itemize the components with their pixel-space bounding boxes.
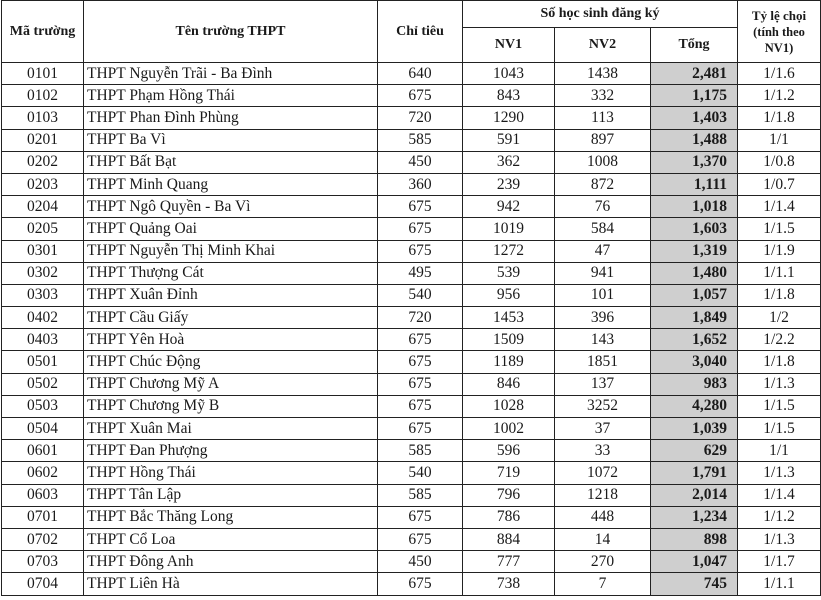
table-row (2, 262, 821, 284)
quota-value: 450 (378, 151, 463, 173)
quota-value: 585 (378, 129, 463, 151)
ratio-value: 1/1 (738, 129, 821, 151)
table-row (2, 218, 821, 240)
school-name: THPT Minh Quang (84, 173, 378, 195)
school-code: 0303 (2, 284, 84, 306)
school-code: 0603 (2, 484, 84, 506)
school-name: THPT Nguyễn Thị Minh Khai (84, 240, 378, 262)
school-name: THPT Liên Hà (84, 573, 378, 595)
table-row (2, 418, 821, 440)
nv2-value: 584 (555, 218, 651, 240)
table-row (2, 129, 821, 151)
total-value: 3,040 (651, 351, 738, 373)
total-value: 1,111 (651, 173, 738, 195)
nv1-value: 1028 (463, 395, 555, 417)
nv1-value: 846 (463, 373, 555, 395)
quota-value: 720 (378, 307, 463, 329)
nv2-value: 7 (555, 573, 651, 595)
quota-value: 495 (378, 262, 463, 284)
nv1-value: 1189 (463, 351, 555, 373)
school-code: 0503 (2, 395, 84, 417)
nv2-value: 396 (555, 307, 651, 329)
school-code: 0402 (2, 307, 84, 329)
total-value: 1,018 (651, 196, 738, 218)
ratio-value: 1/1.1 (738, 262, 821, 284)
quota-value: 675 (378, 573, 463, 595)
school-name: THPT Chúc Động (84, 351, 378, 373)
nv2-value: 37 (555, 418, 651, 440)
nv2-value: 3252 (555, 395, 651, 417)
col-header-code: Mã trường (2, 1, 84, 63)
ratio-value: 1/1 (738, 440, 821, 462)
table-row (2, 173, 821, 195)
nv1-value: 777 (463, 551, 555, 573)
ratio-value: 1/1.3 (738, 528, 821, 550)
nv2-value: 1218 (555, 484, 651, 506)
school-name: THPT Thượng Cát (84, 262, 378, 284)
ratio-value: 1/1.6 (738, 63, 821, 85)
nv2-value: 332 (555, 85, 651, 107)
school-name: THPT Hồng Thái (84, 462, 378, 484)
total-value: 4,280 (651, 395, 738, 417)
school-code: 0501 (2, 351, 84, 373)
table-row (2, 462, 821, 484)
nv2-value: 897 (555, 129, 651, 151)
table-row (2, 506, 821, 528)
nv1-value: 539 (463, 262, 555, 284)
table-row (2, 63, 821, 85)
school-name: THPT Bắc Thăng Long (84, 506, 378, 528)
nv2-value: 143 (555, 329, 651, 351)
nv1-value: 942 (463, 196, 555, 218)
table-row (2, 440, 821, 462)
school-code: 0504 (2, 418, 84, 440)
total-value: 629 (651, 440, 738, 462)
ratio-header-note: (tính theo NV1) (753, 24, 805, 55)
table-row (2, 240, 821, 262)
nv2-value: 101 (555, 284, 651, 306)
school-code: 0601 (2, 440, 84, 462)
school-code: 0205 (2, 218, 84, 240)
ratio-value: 1/1.2 (738, 506, 821, 528)
nv1-value: 786 (463, 506, 555, 528)
ratio-value: 1/2 (738, 307, 821, 329)
table-row (2, 573, 821, 595)
nv2-value: 76 (555, 196, 651, 218)
school-name: THPT Ba Vì (84, 129, 378, 151)
total-value: 1,039 (651, 418, 738, 440)
col-header-quota: Chỉ tiêu (378, 1, 463, 63)
nv1-value: 1453 (463, 307, 555, 329)
ratio-value: 1/1.4 (738, 196, 821, 218)
school-code: 0302 (2, 262, 84, 284)
school-code: 0301 (2, 240, 84, 262)
nv1-value: 796 (463, 484, 555, 506)
nv2-value: 872 (555, 173, 651, 195)
school-name: THPT Xuân Đỉnh (84, 284, 378, 306)
school-code: 0701 (2, 506, 84, 528)
quota-value: 675 (378, 240, 463, 262)
quota-value: 675 (378, 528, 463, 550)
table-row (2, 395, 821, 417)
nv1-value: 591 (463, 129, 555, 151)
total-value: 898 (651, 528, 738, 550)
school-code: 0703 (2, 551, 84, 573)
nv2-value: 448 (555, 506, 651, 528)
quota-value: 675 (378, 196, 463, 218)
total-value: 1,652 (651, 329, 738, 351)
table-row (2, 373, 821, 395)
ratio-value: 1/1.3 (738, 373, 821, 395)
quota-value: 675 (378, 373, 463, 395)
total-value: 745 (651, 573, 738, 595)
ratio-value: 1/0.8 (738, 151, 821, 173)
nv1-value: 956 (463, 284, 555, 306)
school-name: THPT Đông Anh (84, 551, 378, 573)
nv1-value: 596 (463, 440, 555, 462)
ratio-value: 1/1.8 (738, 351, 821, 373)
ratio-value: 1/0.7 (738, 173, 821, 195)
quota-value: 675 (378, 351, 463, 373)
nv2-value: 1008 (555, 151, 651, 173)
school-name: THPT Quảng Oai (84, 218, 378, 240)
quota-value: 675 (378, 329, 463, 351)
table-row (2, 351, 821, 373)
total-value: 1,480 (651, 262, 738, 284)
quota-value: 640 (378, 63, 463, 85)
school-name: THPT Nguyễn Trãi - Ba Đình (84, 63, 378, 85)
school-code: 0101 (2, 63, 84, 85)
nv2-value: 941 (555, 262, 651, 284)
total-value: 1,603 (651, 218, 738, 240)
school-code: 0201 (2, 129, 84, 151)
nv1-value: 738 (463, 573, 555, 595)
nv2-value: 270 (555, 551, 651, 573)
table-row (2, 551, 821, 573)
ratio-value: 1/1.7 (738, 551, 821, 573)
col-header-name: Tên trường THPT (84, 1, 378, 63)
total-value: 1,057 (651, 284, 738, 306)
ratio-header-label: Tỷ lệ chọi (751, 7, 807, 23)
quota-value: 675 (378, 218, 463, 240)
col-header-registered: Số học sinh đăng ký (463, 1, 738, 28)
table-row (2, 284, 821, 306)
col-header-nv1: NV1 (463, 28, 555, 63)
total-value: 1,488 (651, 129, 738, 151)
total-value: 1,791 (651, 462, 738, 484)
nv2-value: 33 (555, 440, 651, 462)
quota-value: 675 (378, 395, 463, 417)
school-code: 0103 (2, 107, 84, 129)
nv1-value: 1002 (463, 418, 555, 440)
col-header-nv2: NV2 (555, 28, 651, 63)
nv1-value: 884 (463, 528, 555, 550)
total-value: 1,403 (651, 107, 738, 129)
ratio-value: 1/1.5 (738, 395, 821, 417)
school-code: 0502 (2, 373, 84, 395)
quota-value: 450 (378, 551, 463, 573)
table-row (2, 329, 821, 351)
school-name: THPT Yên Hoà (84, 329, 378, 351)
school-code: 0602 (2, 462, 84, 484)
school-code: 0702 (2, 528, 84, 550)
col-header-ratio (738, 1, 821, 63)
total-value: 1,849 (651, 307, 738, 329)
nv2-value: 14 (555, 528, 651, 550)
school-name: THPT Ngô Quyền - Ba Vì (84, 196, 378, 218)
total-value: 1,370 (651, 151, 738, 173)
ratio-value: 1/1.8 (738, 107, 821, 129)
table-row (2, 528, 821, 550)
quota-value: 720 (378, 107, 463, 129)
quota-value: 360 (378, 173, 463, 195)
school-name: THPT Xuân Mai (84, 418, 378, 440)
table-row (2, 85, 821, 107)
nv2-value: 1851 (555, 351, 651, 373)
school-name: THPT Đan Phượng (84, 440, 378, 462)
quota-value: 675 (378, 506, 463, 528)
enrollment-table (1, 0, 821, 596)
nv1-value: 1043 (463, 63, 555, 85)
table-row (2, 307, 821, 329)
total-value: 1,047 (651, 551, 738, 573)
total-value: 1,175 (651, 85, 738, 107)
ratio-value: 1/1.3 (738, 462, 821, 484)
nv1-value: 1019 (463, 218, 555, 240)
school-name: THPT Phan Đình Phùng (84, 107, 378, 129)
quota-value: 540 (378, 462, 463, 484)
ratio-value: 1/1.5 (738, 218, 821, 240)
total-value: 2,481 (651, 63, 738, 85)
nv2-value: 113 (555, 107, 651, 129)
total-value: 2,014 (651, 484, 738, 506)
table-row (2, 196, 821, 218)
ratio-value: 1/1.2 (738, 85, 821, 107)
school-name: THPT Cầu Giấy (84, 307, 378, 329)
school-code: 0202 (2, 151, 84, 173)
school-code: 0704 (2, 573, 84, 595)
table-row (2, 107, 821, 129)
school-code: 0203 (2, 173, 84, 195)
nv1-value: 843 (463, 85, 555, 107)
quota-value: 585 (378, 484, 463, 506)
school-name: THPT Cổ Loa (84, 528, 378, 550)
nv1-value: 1272 (463, 240, 555, 262)
nv1-value: 239 (463, 173, 555, 195)
total-value: 1,234 (651, 506, 738, 528)
nv2-value: 137 (555, 373, 651, 395)
quota-value: 675 (378, 418, 463, 440)
quota-value: 675 (378, 85, 463, 107)
school-code: 0204 (2, 196, 84, 218)
table-row (2, 151, 821, 173)
nv2-value: 47 (555, 240, 651, 262)
school-name: THPT Bất Bạt (84, 151, 378, 173)
school-name: THPT Chương Mỹ A (84, 373, 378, 395)
school-name: THPT Tân Lập (84, 484, 378, 506)
quota-value: 585 (378, 440, 463, 462)
table-row (2, 484, 821, 506)
school-name: THPT Phạm Hồng Thái (84, 85, 378, 107)
ratio-value: 1/1.1 (738, 573, 821, 595)
col-header-total: Tổng (651, 28, 738, 63)
nv1-value: 1290 (463, 107, 555, 129)
nv2-value: 1072 (555, 462, 651, 484)
total-value: 983 (651, 373, 738, 395)
total-value: 1,319 (651, 240, 738, 262)
nv1-value: 1509 (463, 329, 555, 351)
nv1-value: 362 (463, 151, 555, 173)
ratio-value: 1/2.2 (738, 329, 821, 351)
school-code: 0403 (2, 329, 84, 351)
nv2-value: 1438 (555, 63, 651, 85)
school-code: 0102 (2, 85, 84, 107)
ratio-value: 1/1.5 (738, 418, 821, 440)
ratio-value: 1/1.9 (738, 240, 821, 262)
header-row-top (2, 1, 821, 28)
school-name: THPT Chương Mỹ B (84, 395, 378, 417)
quota-value: 540 (378, 284, 463, 306)
ratio-value: 1/1.4 (738, 484, 821, 506)
ratio-value: 1/1.8 (738, 284, 821, 306)
nv1-value: 719 (463, 462, 555, 484)
